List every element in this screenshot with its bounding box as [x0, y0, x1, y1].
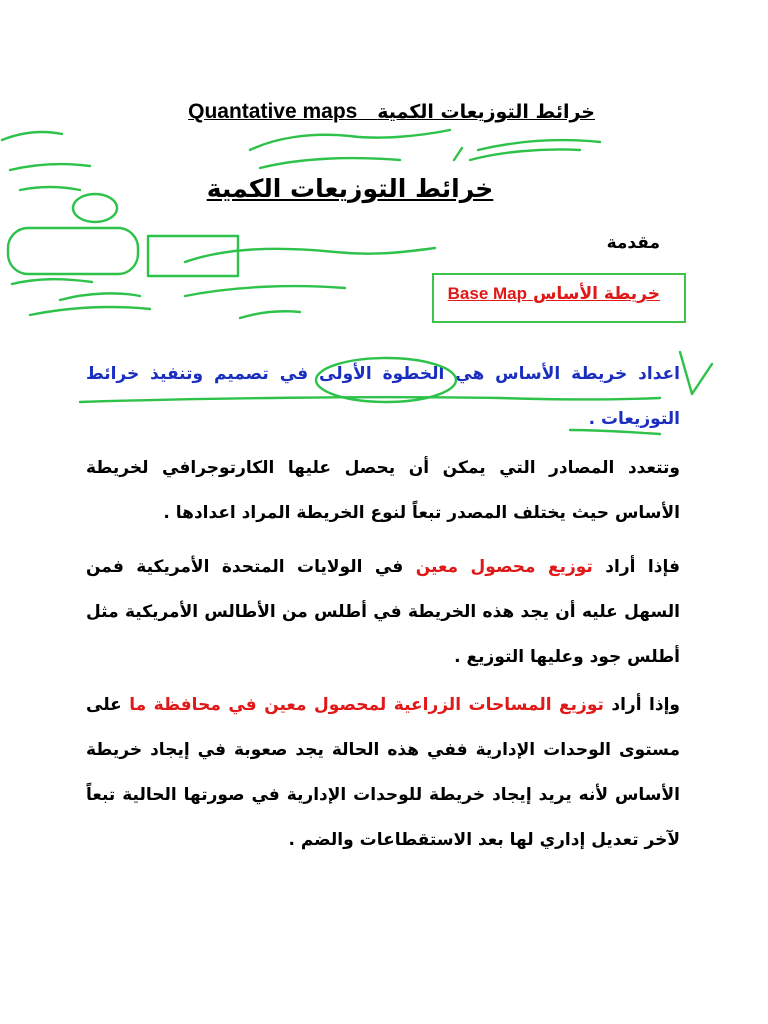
- ink-box-right-mid: [148, 236, 238, 276]
- base-map-label: [440, 284, 660, 304]
- header-title-english: Quantative maps: [188, 100, 358, 123]
- paragraph-crop-example-highlight: توزيع محصول معين: [415, 557, 593, 577]
- base-map-arabic: خريطة الأساس: [532, 284, 660, 304]
- ink-scribble-left-mid: [12, 279, 150, 315]
- header-title: [150, 100, 595, 124]
- paragraph-base-map-definition: اعداد خريطة الأساس هي الخطوة الأولى في تصميم وتنفيذ خرائط التوزيعات .: [86, 364, 680, 429]
- paragraph-admin-units-example: [86, 683, 680, 863]
- ink-scribble-left-top: [2, 132, 90, 190]
- ink-scribble-mid: [185, 248, 435, 318]
- paragraph-sources: وتتعدد المصادر التي يمكن أن يحصل عليها الكارتوجرافي لخريطة الأساس حيث يختلف المصدر تبعاً لنوع الخريطة المراد اعدادها .: [86, 458, 680, 523]
- paragraph-crop-example-end: في الولايات المتحدة الأمريكية فمن السهل عليه أن يجد هذه الخريطة في أطلس من الأطالس الأمريكية مثل أطلس جود وعليها التوزيع .: [86, 557, 680, 667]
- ink-scribble-top: [454, 140, 600, 160]
- paragraph-admin-units-highlight: توزيع المساحات الزراعية لمحصول معين في محافظة ما: [129, 695, 604, 715]
- main-title: خرائط التوزيعات الكمية: [206, 174, 494, 203]
- header-title-arabic: خرائط التوزيعات الكمية: [377, 101, 595, 123]
- ink-check-mark: [680, 352, 712, 394]
- paragraph-admin-units-start: وإذا أراد: [603, 695, 681, 715]
- intro-label: مقدمة: [606, 233, 660, 253]
- base-map-english: Base Map: [447, 284, 528, 303]
- ink-scribble-top-2: [250, 130, 450, 168]
- ink-circle-number: [73, 194, 117, 222]
- ink-rounded-box-left: [8, 228, 138, 274]
- paragraph-crop-example-start: فإذا أراد: [592, 557, 680, 577]
- paragraph-admin-units-end: على مستوى الوحدات الإدارية ففي هذه الحالة يجد صعوبة في إيجاد خريطة الأساس لأنه يريد إيجاد خريطة للوحدات الإدارية في صورتها الحالية تبعاً لآخر تعديل إداري لها بعد الاستقطاعات والضم .: [86, 695, 680, 850]
- paragraph-crop-example: [86, 545, 680, 680]
